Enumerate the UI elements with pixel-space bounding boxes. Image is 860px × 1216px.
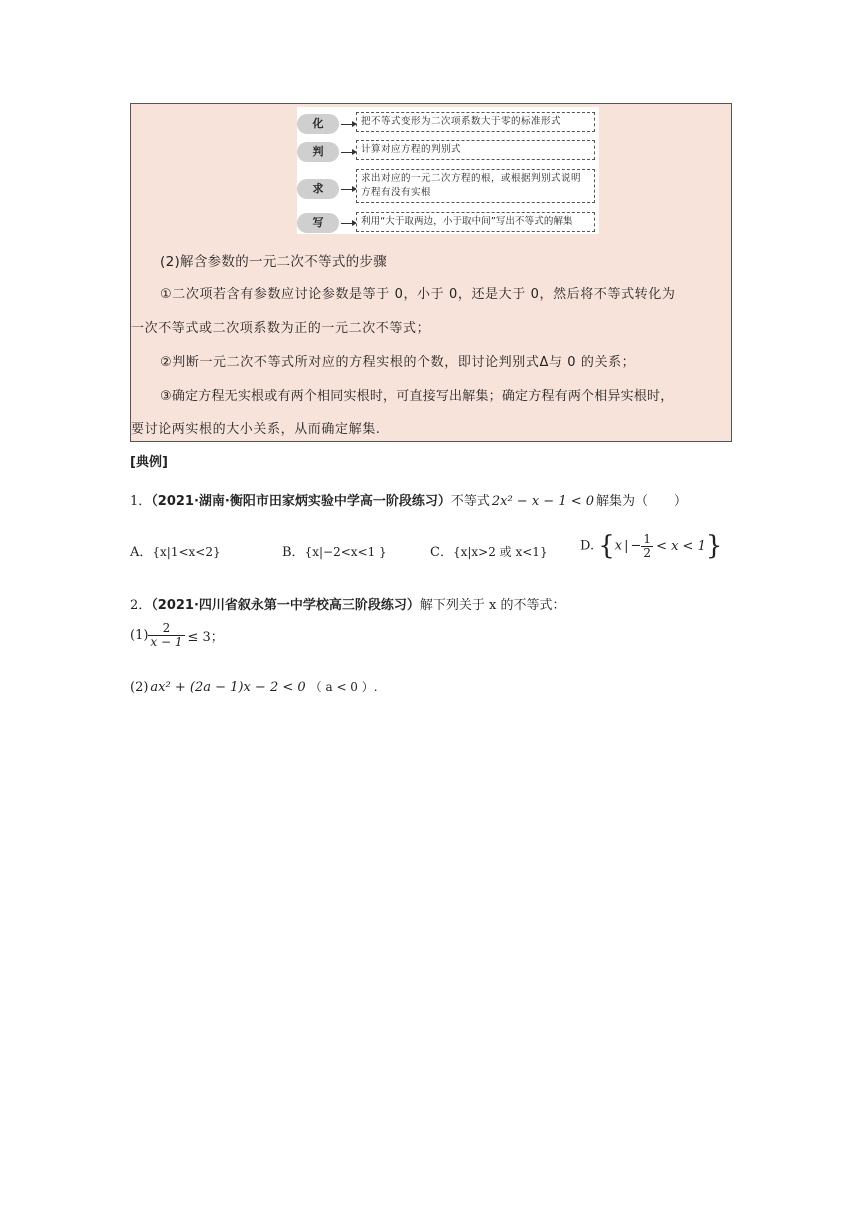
- option-b[interactable]: [282, 541, 387, 560]
- paragraph-1-line-2: 一次不等式或二次项系数为正的一元二次不等式；: [131, 321, 431, 336]
- step-text: 求出对应的一元二次方程的根，或根据判别式说明方程有没有实根: [356, 169, 595, 203]
- option-text: {x|−2<x<1 }: [304, 545, 387, 559]
- left-brace-icon: {: [598, 531, 615, 561]
- inequality: 2x² − x − 1 < 0: [491, 494, 595, 509]
- option-label: D.: [580, 538, 595, 554]
- paragraph-3-line-1: ③确定方程无实根或有两个相同实根时，可直接写出解集；确定方程有两个相异实根时，: [160, 389, 674, 404]
- option-c[interactable]: [430, 541, 548, 560]
- step-tag: 化: [297, 114, 339, 134]
- step-tag: 判: [297, 142, 339, 162]
- part-label: (2): [130, 680, 149, 695]
- fraction-numerator: 2: [162, 621, 171, 635]
- question-number: 1．: [130, 494, 152, 509]
- right-brace-icon: }: [705, 531, 723, 561]
- option-label: C．: [430, 545, 453, 560]
- arrow-icon: [341, 189, 355, 190]
- option-text: < x < 1: [656, 538, 706, 554]
- step-text: 把不等式变形为二次项系数大于零的标准形式: [356, 112, 595, 132]
- summary-box: [130, 103, 732, 442]
- question-2: [130, 594, 566, 613]
- part-label: (1): [130, 628, 149, 643]
- paragraph-1-line-1: ①二次项若含有参数应讨论参数是等于 0，小于 0，还是大于 0，然后将不等式转化为: [160, 287, 676, 302]
- fraction-denominator: 2: [643, 545, 652, 560]
- question-1: [130, 490, 687, 509]
- arrow-icon: [341, 124, 355, 125]
- part-condition: （ a < 0 ）.: [309, 680, 378, 694]
- step-text: 利用“大于取两边，小于取中间”写出不等式的解集: [356, 212, 595, 232]
- option-a[interactable]: [130, 541, 221, 560]
- fraction: [641, 533, 653, 560]
- question-stem: 解下列关于 x 的不等式：: [419, 598, 566, 613]
- part-text: ≤ 3；: [187, 630, 224, 645]
- step-text: 计算对应方程的判别式: [356, 140, 595, 160]
- arrow-icon: [341, 223, 355, 224]
- fraction: [148, 622, 184, 649]
- fraction-denominator: x − 1: [150, 635, 183, 649]
- question-stem-end: 解集为（ ）: [596, 494, 688, 509]
- q2-part-2: [130, 678, 378, 695]
- q2-part-1: [130, 622, 224, 649]
- option-d[interactable]: [580, 531, 722, 561]
- option-text: {x|1<x<2}: [152, 545, 221, 559]
- option-var: x: [614, 538, 623, 554]
- option-text: {x|x>2 或 x<1}: [452, 545, 548, 559]
- step-tag: 写: [297, 213, 339, 233]
- bar-icon: |: [624, 538, 629, 554]
- question-stem: 不等式: [450, 494, 490, 509]
- subsection-heading: (2)解含参数的一元二次不等式的步骤: [160, 254, 388, 270]
- arrow-icon: [341, 152, 355, 153]
- paragraph-2: ②判断一元二次不等式所对应的方程实根的个数，即讨论判别式Δ与 0 的关系；: [160, 355, 636, 370]
- question-number: 2．: [130, 598, 152, 613]
- section-label: [典例]: [130, 455, 168, 470]
- fraction-numerator: 1: [643, 531, 652, 546]
- question-source: （2021·四川省叙永第一中学校高三阶段练习）: [151, 598, 420, 613]
- minus-sign: −: [630, 538, 642, 554]
- paragraph-3-line-2: 要讨论两实根的大小关系，从而确定解集.: [131, 422, 381, 437]
- part-expression: ax² + (2a − 1)x − 2 < 0: [150, 680, 306, 695]
- option-label: A．: [130, 545, 153, 560]
- question-source: （2021·湖南·衡阳市田家炳实验中学高一阶段练习）: [151, 494, 451, 509]
- option-label: B．: [282, 545, 305, 560]
- step-tag: 求: [297, 179, 339, 199]
- steps-flowchart: [297, 107, 599, 234]
